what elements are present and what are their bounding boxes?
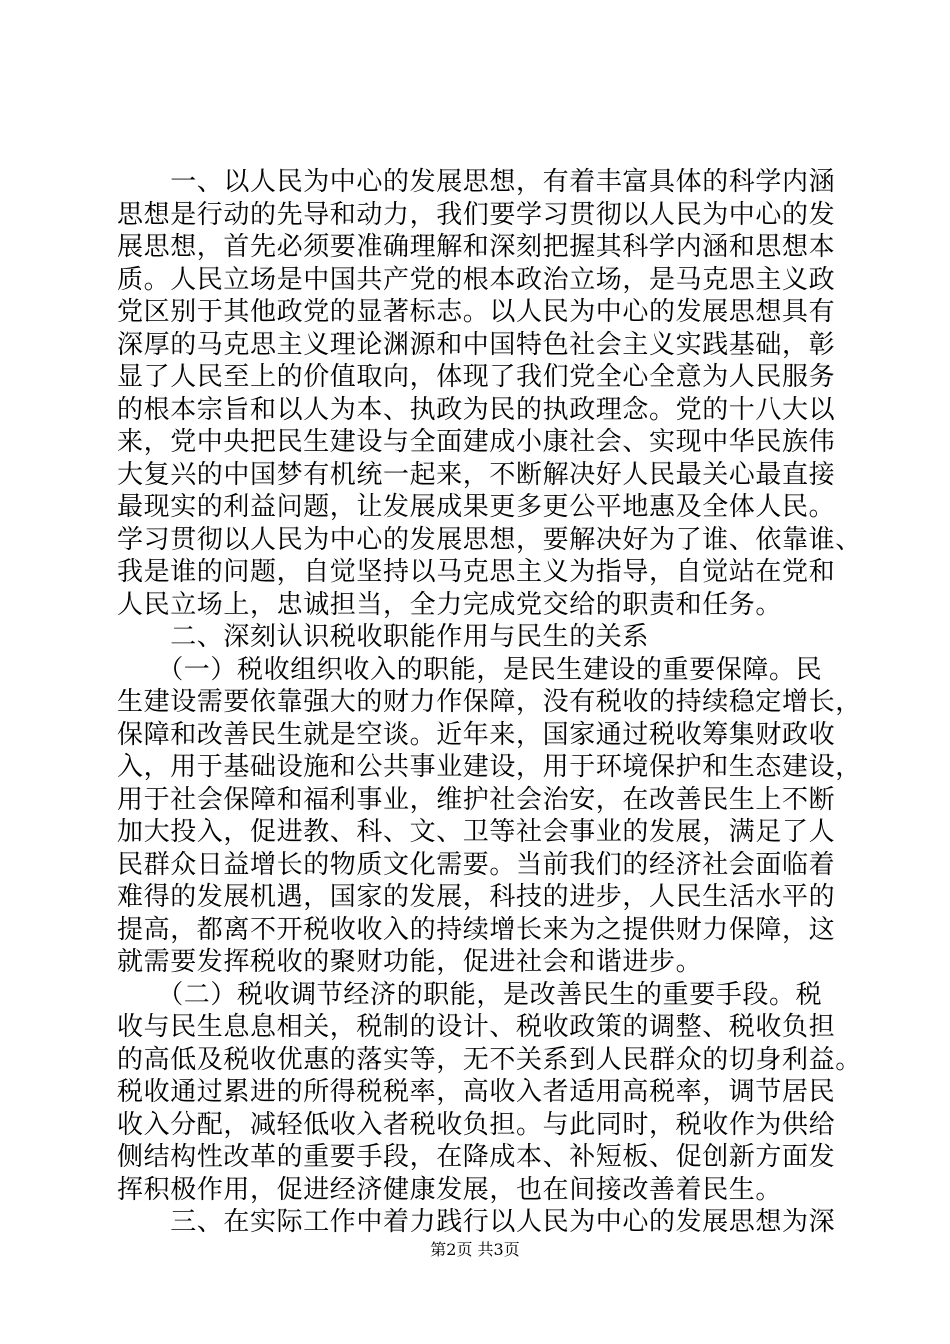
- text-line: 收入分配，减轻低收入者税收负担。与此同时，税收作为供给: [117, 1109, 836, 1140]
- text-line: 学习贯彻以人民为中心的发展思想，要解决好为了谁、依靠谁、: [117, 524, 862, 555]
- text-line: 质。人民立场是中国共产党的根本政治立场，是马克思主义政: [117, 264, 836, 295]
- text-line: 一、以人民为中心的发展思想，有着丰富具体的科学内涵: [117, 167, 836, 197]
- text-line: 二、深刻认识税收职能作用与民生的关系: [117, 622, 650, 652]
- text-line: 党区别于其他政党的显著标志。以人民为中心的发展思想具有: [117, 297, 836, 327]
- text-line: 收与民生息息相关，税制的设计、税收政策的调整、税收负担: [117, 1012, 836, 1042]
- text-line: 难得的发展机遇，国家的发展，科技的进步，人民生活水平的: [117, 882, 836, 912]
- text-line: （二）税收调节经济的职能，是改善民生的重要手段。税: [117, 979, 823, 1010]
- text-line: 三、在实际工作中着力践行以人民为中心的发展思想为深: [117, 1207, 836, 1237]
- text-line: 加大投入，促进教、科、文、卫等社会事业的发展，满足了人: [117, 817, 836, 847]
- text-line: 深厚的马克思主义理论渊源和中国特色社会主义实践基础，彰: [117, 329, 836, 360]
- text-line: 入，用于基础设施和公共事业建设，用于环境保护和生态建设，: [117, 752, 862, 782]
- text-line: 最现实的利益问题，让发展成果更多更公平地惠及全体人民。: [117, 492, 836, 522]
- text-line: 思想是行动的先导和动力，我们要学习贯彻以人民为中心的发: [117, 199, 836, 230]
- text-line: 用于社会保障和福利事业，维护社会治安，在改善民生上不断: [117, 784, 836, 815]
- text-line: （一）税收组织收入的职能，是民生建设的重要保障。民: [117, 654, 823, 685]
- text-line: 来，党中央把民生建设与全面建成小康社会、实现中华民族伟: [117, 427, 836, 457]
- text-line: 税收通过累进的所得税税率，高收入者适用高税率，调节居民: [117, 1077, 836, 1107]
- text-line: 显了人民至上的价值取向，体现了我们党全心全意为人民服务: [117, 362, 836, 392]
- text-line: 就需要发挥税收的聚财功能，促进社会和谐进步。: [117, 947, 703, 977]
- text-line: 我是谁的问题，自觉坚持以马克思主义为指导，自觉站在党和: [117, 557, 836, 587]
- text-line: 大复兴的中国梦有机统一起来，不断解决好人民最关心最直接: [117, 459, 836, 490]
- text-line: 提高，都离不开税收收入的持续增长来为之提供财力保障，这: [117, 914, 836, 945]
- text-line: 的根本宗旨和以人为本、执政为民的执政理念。党的十八大以: [117, 394, 836, 425]
- text-line: 的高低及税收优惠的落实等，无不关系到人民群众的切身利益。: [117, 1044, 862, 1075]
- text-line: 人民立场上，忠诚担当，全力完成党交给的职责和任务。: [117, 589, 783, 620]
- text-line: 侧结构性改革的重要手段，在降成本、补短板、促创新方面发: [117, 1142, 836, 1172]
- text-line: 生建设需要依靠强大的财力作保障，没有税收的持续稳定增长，: [117, 687, 862, 717]
- text-line: 民群众日益增长的物质文化需要。当前我们的经济社会面临着: [117, 849, 836, 880]
- page-footer: 第2页 共3页: [430, 1240, 520, 1259]
- text-line: 展思想，首先必须要准确理解和深刻把握其科学内涵和思想本: [117, 232, 836, 262]
- text-line: 挥积极作用，促进经济健康发展，也在间接改善着民生。: [117, 1174, 783, 1205]
- text-line: 保障和改善民生就是空谈。近年来，国家通过税收筹集财政收: [117, 719, 836, 750]
